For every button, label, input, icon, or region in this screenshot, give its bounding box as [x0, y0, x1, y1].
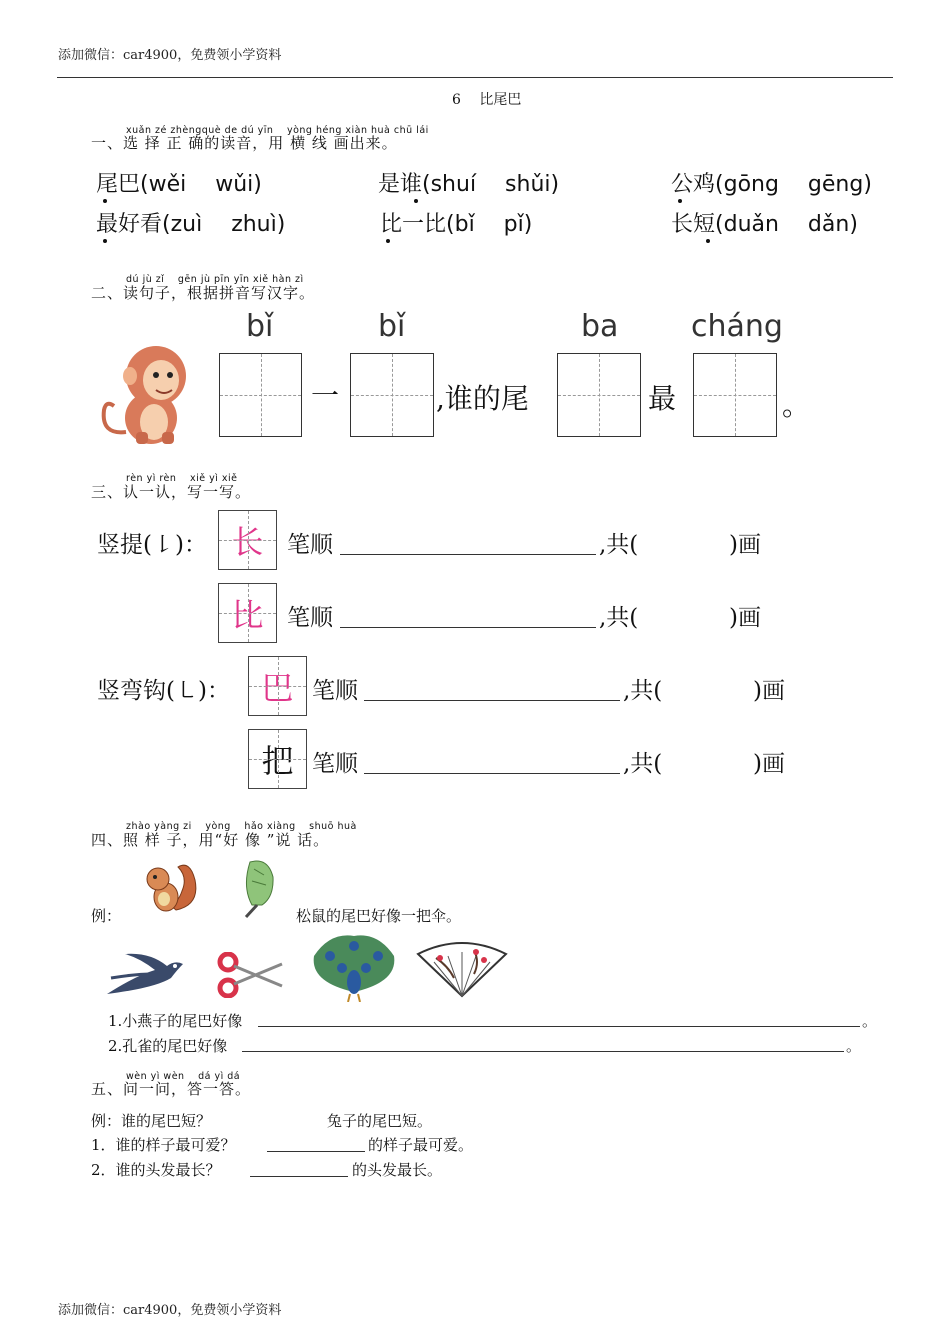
stroke-count-open: ,共(: [623, 751, 663, 777]
scissors-illustration: [214, 952, 284, 998]
stroke-count-open: ,共(: [599, 605, 639, 631]
stroke-order-label: 笔顺: [312, 751, 358, 777]
section5-heading: 五、问一问，答一答。: [91, 1080, 252, 1098]
q1-item-shishui: 是谁(shuí shǔi): [378, 172, 560, 197]
sentence-mid: ,谁的尾: [436, 382, 529, 415]
pinyin-ba: ba: [581, 309, 619, 344]
pinyin-bi-2: bǐ: [378, 309, 406, 344]
example-label: 例：: [91, 907, 122, 925]
stroke-order-label: 笔顺: [287, 532, 333, 558]
char-box-bi: 比: [218, 583, 277, 643]
char-box-ba: 巴: [248, 656, 307, 716]
q5-answer-line-1[interactable]: [267, 1151, 365, 1152]
dash-yi: 一: [311, 379, 340, 412]
peacock-illustration: [310, 932, 398, 1002]
section2-heading: 二、读句子，根据拼音写汉字。: [91, 284, 316, 302]
stroke-label-shuti: 竖提(㇙)：: [97, 532, 207, 558]
stroke-order-line[interactable]: [340, 627, 596, 628]
section5-pinyin: wèn yì wèn dá yì dá: [126, 1071, 241, 1082]
fan-illustration: [414, 938, 510, 1000]
tian-grid-box-4[interactable]: [693, 353, 777, 437]
stroke-order-label: 笔顺: [287, 605, 333, 631]
stroke-order-line[interactable]: [364, 700, 620, 701]
question-2-end: 。: [846, 1037, 862, 1055]
char-box-chang: 长: [218, 510, 277, 570]
sentence-most: 最: [648, 382, 677, 415]
q5-answer-1: 的样子最可爱。: [368, 1136, 474, 1154]
section3-pinyin: rèn yì rèn xiě yì xiě: [126, 473, 238, 484]
section1-pinyin: xuǎn zé zhèngquè de dú yīn yòng héng xiàn huà chū lái: [126, 125, 429, 136]
stroke-label-shuwangou: 竖弯钩(㇄)：: [97, 678, 230, 704]
lesson-number: 6: [452, 92, 461, 108]
stroke-order-label: 笔顺: [312, 678, 358, 704]
monkey-illustration: [96, 340, 192, 446]
emphasis-dot: [706, 239, 710, 243]
answer-line-1[interactable]: [258, 1026, 860, 1027]
tian-grid-box-2[interactable]: [350, 353, 434, 437]
q1-item-zuihaokan: 最好看(zuì zhuì): [96, 212, 286, 237]
question-1-end: 。: [862, 1012, 878, 1030]
stroke-count-close: )画: [753, 678, 785, 704]
pinyin-chang: cháng: [691, 309, 783, 344]
example-answer: 兔子的尾巴短。: [327, 1112, 433, 1130]
q1-item-weiba: 尾巴(wěi wǔi): [96, 172, 262, 197]
stroke-order-line[interactable]: [364, 773, 620, 774]
stroke-order-line[interactable]: [340, 554, 596, 555]
question-1: 1.小燕子的尾巴好像: [108, 1012, 243, 1030]
q5-answer-2: 的头发最长。: [352, 1161, 443, 1179]
page-header: 添加微信：car4900，免费领小学资料: [58, 48, 282, 63]
emphasis-dot: [386, 239, 390, 243]
q5-question-2: 2．谁的头发最长？: [91, 1161, 221, 1179]
section4-heading: 四、照 样 子，用“好 像 ”说 话。: [91, 831, 330, 849]
stroke-count-close: )画: [729, 532, 761, 558]
char-box-ba-hand: 把: [248, 729, 307, 789]
swallow-illustration: [105, 948, 187, 1000]
q1-item-changduan: 长短(duǎn dǎn): [671, 212, 858, 237]
tian-grid-box-3[interactable]: [557, 353, 641, 437]
q1-item-biyibi: 比一比(bǐ pǐ): [380, 212, 533, 237]
stroke-count-open: ,共(: [599, 532, 639, 558]
tian-grid-box-1[interactable]: [219, 353, 302, 437]
stroke-count-open: ,共(: [623, 678, 663, 704]
section1-heading: 一、选 择 正 确的读音，用 横 线 画出来。: [91, 134, 398, 152]
section4-pinyin: zhào yàng zi yòng hǎo xiàng shuō huà: [126, 821, 357, 832]
q5-answer-line-2[interactable]: [250, 1176, 348, 1177]
stroke-count-close: )画: [729, 605, 761, 631]
section3-heading: 三、认一认，写一写。: [91, 483, 252, 501]
emphasis-dot: [103, 199, 107, 203]
emphasis-dot: [103, 239, 107, 243]
emphasis-dot: [414, 199, 418, 203]
header-rule: [57, 77, 893, 78]
umbrella-illustration: [238, 857, 280, 919]
section2-pinyin: dú jù zǐ gēn jù pīn yīn xiě hàn zì: [126, 274, 304, 285]
q1-item-gongji: 公鸡(gōng gēng): [671, 172, 872, 197]
page-footer: 添加微信：car4900，免费领小学资料: [58, 1303, 282, 1318]
pinyin-bi-1: bǐ: [246, 309, 274, 344]
example-sentence: 松鼠的尾巴好像一把伞。: [296, 907, 462, 925]
stroke-count-close: )画: [753, 751, 785, 777]
question-2: 2.孔雀的尾巴好像: [108, 1037, 228, 1055]
q5-question-1: 1．谁的样子最可爱？: [91, 1136, 236, 1154]
sentence-end: 。: [782, 389, 811, 422]
answer-line-2[interactable]: [242, 1051, 844, 1052]
lesson-title: [452, 89, 521, 109]
lesson-title-text: 比尾巴: [479, 92, 522, 108]
example-question: 例：谁的尾巴短？: [91, 1112, 212, 1130]
emphasis-dot: [678, 199, 682, 203]
squirrel-illustration: [140, 855, 198, 915]
